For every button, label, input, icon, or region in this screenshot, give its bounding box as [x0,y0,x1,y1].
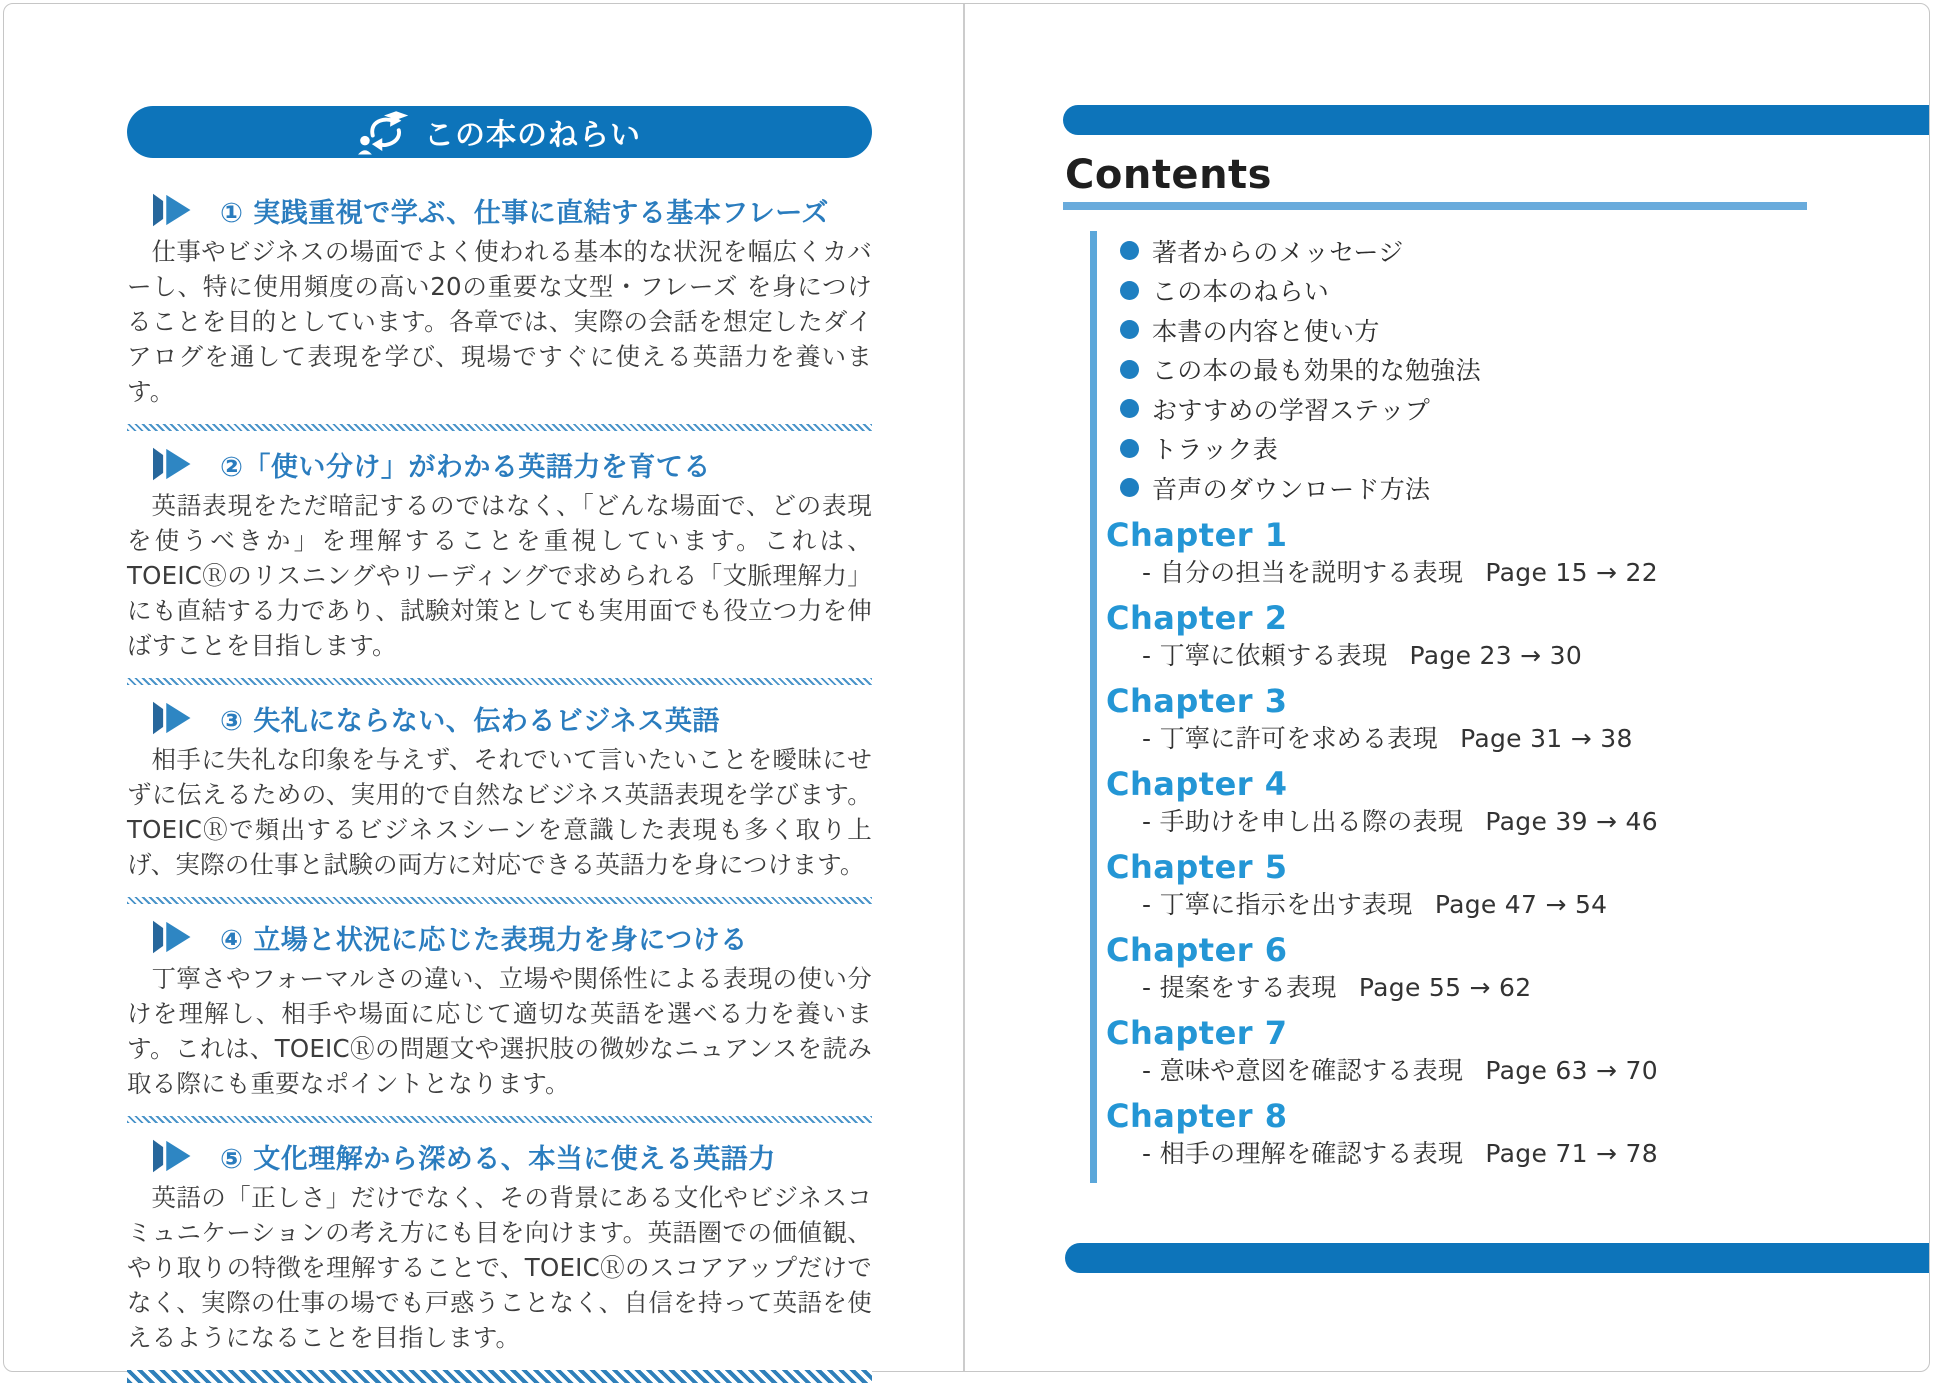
chapter-page-range: Page 47 → 54 [1434,890,1608,919]
chapter-entry-4 [1106,767,1866,837]
chapter-label: Chapter 3 [1106,682,1288,720]
aim-section-4 [127,919,872,1123]
page-header-banner [127,106,872,158]
chapter-item-text: - 自分の担当を説明する表現 [1142,558,1464,587]
page-divider [963,4,965,1371]
left-page [127,106,872,1398]
front-matter-label: 音声のダウンロード方法 [1152,474,1431,504]
chapter-entry-8 [1106,1099,1866,1169]
front-matter-label: トラック表 [1152,435,1279,465]
chapter-item-text: - 丁寧に許可を求める表現 [1142,724,1438,753]
page-title: この本のねらい [424,118,641,153]
contents-underline [1063,202,1807,210]
striped-divider-thick [127,1370,872,1383]
section-heading [127,446,872,482]
chapter-sub-item [1142,807,1866,837]
chapter-entry-3 [1106,684,1866,754]
chapter-page-range: Page 31 → 38 [1460,724,1633,753]
bullet-icon [1120,281,1139,300]
double-chevron-icon [153,1138,207,1174]
section-heading [127,919,872,955]
section-heading [127,700,872,736]
section-body: 英語の「正しさ」だけでなく、その背景にある文化やビジネスコミュニケーションの考え方にも目を向けます。英語圏での価値観、やり取りの特徴を理解することで、TOEICⓇのスコアアップだけでなく、実際の仕事の場でも戸惑うことなく、自信を持って英語を使えるようになることを目指します。 [127,1183,872,1352]
chapter-label: Chapter 5 [1106,848,1288,886]
list-item [1120,231,1481,271]
section-title: ③ 失礼にならない、伝わるビジネス英語 [220,705,720,737]
chapter-entry-6 [1106,933,1866,1003]
front-matter-label: この本の最も効果的な勉強法 [1152,356,1481,386]
bullet-icon [1120,478,1139,497]
chapter-entry-7 [1106,1016,1866,1086]
section-body: 丁寧さやフォーマルさの違い、立場や関係性による表現の使い分けを理解し、相手や場面に応じて適切な英語を選べる力を養います。これは、TOEICⓇの問題文や選択肢の微妙なニュアンスを読み取る際にも重要なポイントとなります。 [127,964,872,1098]
chapter-item-text: - 丁寧に依頼する表現 [1142,641,1388,670]
chapter-page-range: Page 71 → 78 [1485,1139,1658,1168]
chapter-label: Chapter 2 [1106,599,1288,637]
front-matter-label: この本のねらい [1152,277,1330,307]
chapter-sub-item [1142,1139,1866,1169]
chapter-list [1106,518,1866,1182]
striped-divider [127,1116,872,1123]
contents-title: Contents [1065,152,1272,198]
chapter-sub-item [1142,973,1866,1003]
list-item [1120,429,1481,469]
front-matter-label: 著者からのメッセージ [1152,237,1404,267]
aim-section-3 [127,700,872,904]
chapter-item-text: - 丁寧に指示を出す表現 [1142,890,1413,919]
chapter-sub-item [1142,890,1866,920]
chapter-sub-item [1142,641,1866,671]
chapter-page-range: Page 15 → 22 [1485,558,1658,587]
double-chevron-icon [153,919,207,955]
double-chevron-icon [153,192,207,228]
aim-section-5 [127,1138,872,1383]
chapter-entry-1 [1106,518,1866,588]
section-title: ⑤ 文化理解から深める、本当に使える英語力 [220,1143,776,1175]
list-item [1120,389,1481,429]
list-item [1120,468,1481,508]
chapter-label: Chapter 7 [1106,1014,1288,1052]
bullet-icon [1120,320,1139,339]
section-title: ① 実践重視で学ぶ、仕事に直結する基本フレーズ [220,197,829,229]
section-title: ②「使い分け」がわかる英語力を育てる [220,451,711,483]
chapter-sub-item [1142,558,1866,588]
striped-divider [127,678,872,685]
front-matter-list [1120,231,1481,508]
chapter-label: Chapter 4 [1106,765,1288,803]
section-body: 相手に失礼な印象を与えず、それでいて言いたいことを曖昧にせずに伝えるための、実用的で自然なビジネス英語表現を学びます。TOEICⓇで頻出するビジネスシーンを意識した表現も多く取り上げ、実際の仕事と試験の両方に対応できる英語力を身につけます。 [127,745,872,879]
list-item [1120,271,1481,311]
chapter-item-text: - 相手の理解を確認する表現 [1142,1139,1464,1168]
front-matter-label: 本書の内容と使い方 [1152,316,1380,346]
chapter-page-range: Page 23 → 30 [1409,641,1583,670]
chapter-label: Chapter 1 [1106,516,1288,554]
section-body: 英語表現をただ暗記するのではなく、「どんな場面で、どの表現を使うべきか」を理解することを重視しています。これは、TOEICⓇのリスニングやリーディングで求められる「文脈理解力」にも直結する力であり、試験対策としても実用面でも役立つ力を伸ばすことを目指します。 [127,491,872,660]
chapter-page-range: Page 63 → 70 [1485,1056,1658,1085]
chapter-entry-2 [1106,601,1866,671]
aim-section-1 [127,192,872,431]
double-chevron-icon [153,446,207,482]
striped-divider [127,897,872,904]
chapter-entry-5 [1106,850,1866,920]
front-matter-label: おすすめの学習ステップ [1152,395,1431,425]
learning-path-icon [358,109,410,155]
chapter-label: Chapter 6 [1106,931,1288,969]
chapter-label: Chapter 8 [1106,1097,1288,1135]
striped-divider [127,424,872,431]
chapter-page-range: Page 39 → 46 [1485,807,1658,836]
section-title: ④ 立場と状況に応じた表現力を身につける [220,924,748,956]
aim-section-2 [127,446,872,685]
section-heading [127,192,872,228]
chapter-page-range: Page 55 → 62 [1358,973,1532,1002]
chapter-item-text: - 手助けを申し出る際の表現 [1142,807,1464,836]
bullet-icon [1120,360,1139,379]
bullet-icon [1120,241,1139,260]
chapter-sub-item [1142,1056,1866,1086]
list-item [1120,310,1481,350]
list-item [1120,350,1481,390]
chapter-item-text: - 意味や意図を確認する表現 [1142,1056,1464,1085]
top-accent-bar [1063,105,1929,135]
chapter-sub-item [1142,724,1866,754]
section-heading [127,1138,872,1174]
bullet-icon [1120,439,1139,458]
chapter-item-text: - 提案をする表現 [1142,973,1337,1002]
bottom-accent-bar [1065,1243,1929,1273]
toc-vertical-rule [1090,231,1097,1183]
section-body: 仕事やビジネスの場面でよく使われる基本的な状況を幅広くカバーし、特に使用頻度の高い20の重要な文型・フレーズ を身につけることを目的としています。各章では、実際の会話を想定したダイアログを通して表現を学び、現場ですぐに使える英語力を養います。 [127,237,872,406]
bullet-icon [1120,399,1139,418]
double-chevron-icon [153,700,207,736]
